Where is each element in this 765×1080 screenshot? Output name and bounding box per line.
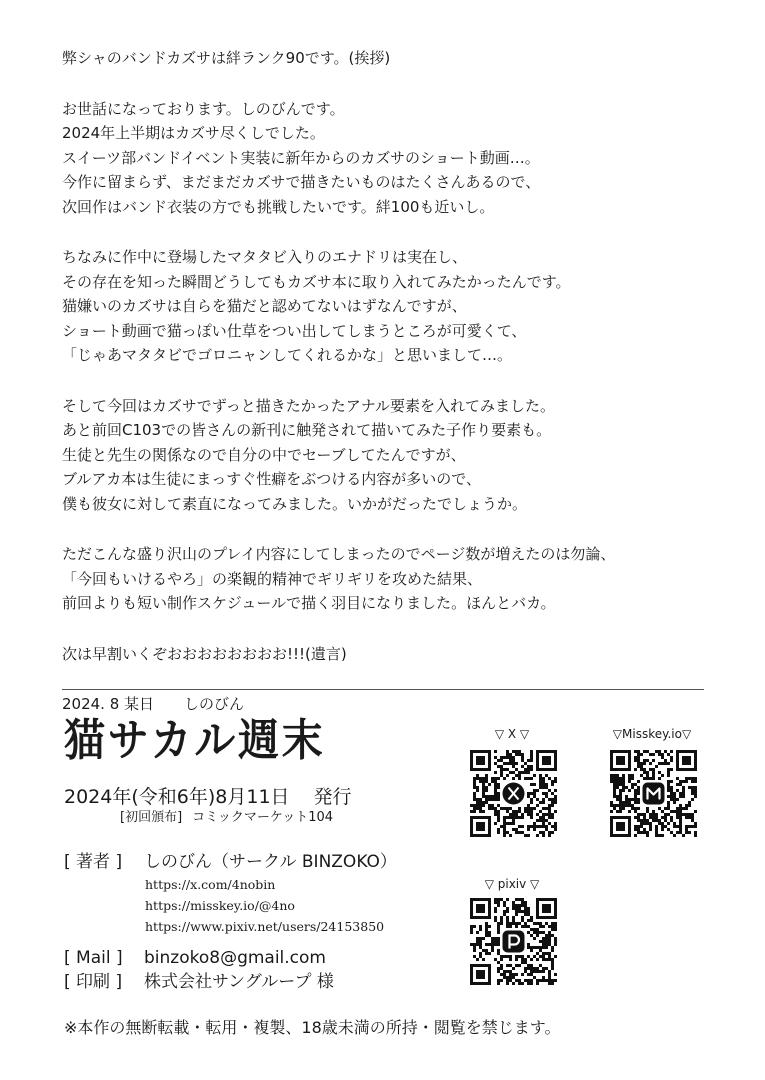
- book-title: 猫サカル週末: [64, 715, 326, 766]
- afterword-paragraph: [62, 46, 742, 71]
- first-distribution-event: コミックマーケット104: [192, 810, 334, 825]
- afterword-line: 次回作はバンド衣装の方でも挑戦したいです。絆100も近いし。: [62, 197, 495, 216]
- afterword: [62, 46, 742, 743]
- afterword-line: 次は早割いくぞおおおおおおおお!!!(遺言): [62, 644, 347, 663]
- mail-address[interactable]: binzoko8@gmail.com: [144, 948, 326, 968]
- mail-label: [ Mail ]: [64, 948, 123, 968]
- afterword-line: ブルアカ本は生徒にまっすぐ性癖をぶつける内容が多いので、: [62, 470, 481, 488]
- divider: [62, 689, 704, 690]
- misskey-logo-icon: [641, 781, 667, 807]
- x-logo-icon: [501, 781, 527, 807]
- afterword-paragraph: [62, 245, 742, 368]
- qr-code-pattern: [470, 898, 557, 985]
- afterword-line: 猫嫌いのカズサは自らを猫だと認めてないはずなんですが、: [62, 297, 467, 315]
- mail-row: [64, 946, 326, 970]
- afterword-paragraph: [62, 97, 742, 220]
- afterword-paragraph: [62, 542, 742, 616]
- afterword-line: お世話になっております。しのびんです。: [62, 99, 345, 118]
- x-url-link[interactable]: https://x.com/4nobin: [145, 877, 276, 892]
- afterword-line: ただこんな盛り沢山のプレイ内容にしてしまったのでページ数が増えたのは勿論、: [62, 545, 616, 563]
- printer-row: [64, 970, 334, 994]
- qr-code-pattern: [470, 750, 557, 837]
- publication-date: 2024年(令和6年)8月11日: [64, 786, 290, 808]
- pixiv-qr-code[interactable]: [470, 898, 557, 985]
- afterword-line: あと前回C103での皆さんの新刊に触発されて描いてみた子作り要素も。: [62, 421, 552, 439]
- qr-label-pixiv: ▽ pixiv ▽: [484, 877, 540, 891]
- first-distribution-label: [初回頒布]: [120, 810, 183, 825]
- afterword-line: 生徒と先生の関係なので自分の中でセーブしてたんですが、: [62, 445, 466, 464]
- printer-label: [ 印刷 ]: [64, 972, 123, 992]
- issue-label: 発行: [313, 786, 352, 808]
- afterword-line: 僕も彼女に対して素直になってみました。いかがだったでしょうか。: [62, 494, 528, 513]
- misskey-qr-code[interactable]: [610, 750, 697, 837]
- afterword-line: 前回よりも短い制作スケジュールで描く羽目になりました。ほんとバカ。: [62, 594, 556, 612]
- printer-name: 株式会社サングループ 様: [144, 972, 334, 992]
- afterword-line: 「じゃあマタタビでゴロニャンしてくれるかな」と思いまして…。: [62, 346, 513, 364]
- qr-code-pattern: [610, 750, 697, 837]
- afterword-paragraph: [62, 642, 742, 667]
- afterword-paragraph: [62, 394, 742, 517]
- pixiv-logo-icon: [501, 929, 527, 955]
- afterword-line: ショート動画で猫っぽい仕草をつい出してしまうところが可愛くて、: [62, 321, 527, 340]
- legal-notice: ※本作の無断転載・転用・複製、18歳未満の所持・閲覧を禁じます。: [64, 1018, 561, 1037]
- author-label: [ 著者 ]: [64, 852, 123, 872]
- afterword-line: その存在を知った瞬間どうしてもカズサ本に取り入れてみたかったんです。: [62, 272, 571, 291]
- pixiv-url-link[interactable]: https://www.pixiv.net/users/24153850: [145, 919, 385, 934]
- publication-date-line: [64, 784, 352, 810]
- afterword-line: 今作に留まらず、まだまだカズサで描きたいものはたくさんあるので、: [62, 173, 541, 191]
- x-qr-code[interactable]: [470, 750, 557, 837]
- afterword-line: ちなみに作中に登場したマタタビ入りのエナドリは実在し、: [62, 248, 468, 266]
- afterword-line: 弊シャのバンドカズサは絆ランク90です。(挨拶): [62, 49, 391, 67]
- afterword-line: そして今回はカズサでずっと描きたかったアナル要素を入れてみました。: [62, 396, 556, 415]
- afterword-line: 2024年上半期はカズサ尽くしでした。: [62, 124, 325, 142]
- afterword-line: 「今回もいけるやろ」の楽観的精神でギリギリを攻めた結果、: [62, 569, 483, 588]
- afterword-line: 2024. 8 某日 しのびん: [62, 695, 245, 713]
- first-distribution-line: [120, 809, 333, 827]
- qr-label-x: ▽ X ▽: [494, 727, 530, 741]
- author-row: [64, 850, 397, 874]
- afterword-line: スイーツ部バンドイベント実装に新年からのカズサのショート動画…。: [62, 148, 540, 167]
- qr-label-misskey: ▽Misskey.io▽: [612, 727, 692, 741]
- misskey-url-link[interactable]: https://misskey.io/@4no: [145, 898, 295, 913]
- author-name: しのびん（サークル BINZOKO）: [144, 852, 397, 872]
